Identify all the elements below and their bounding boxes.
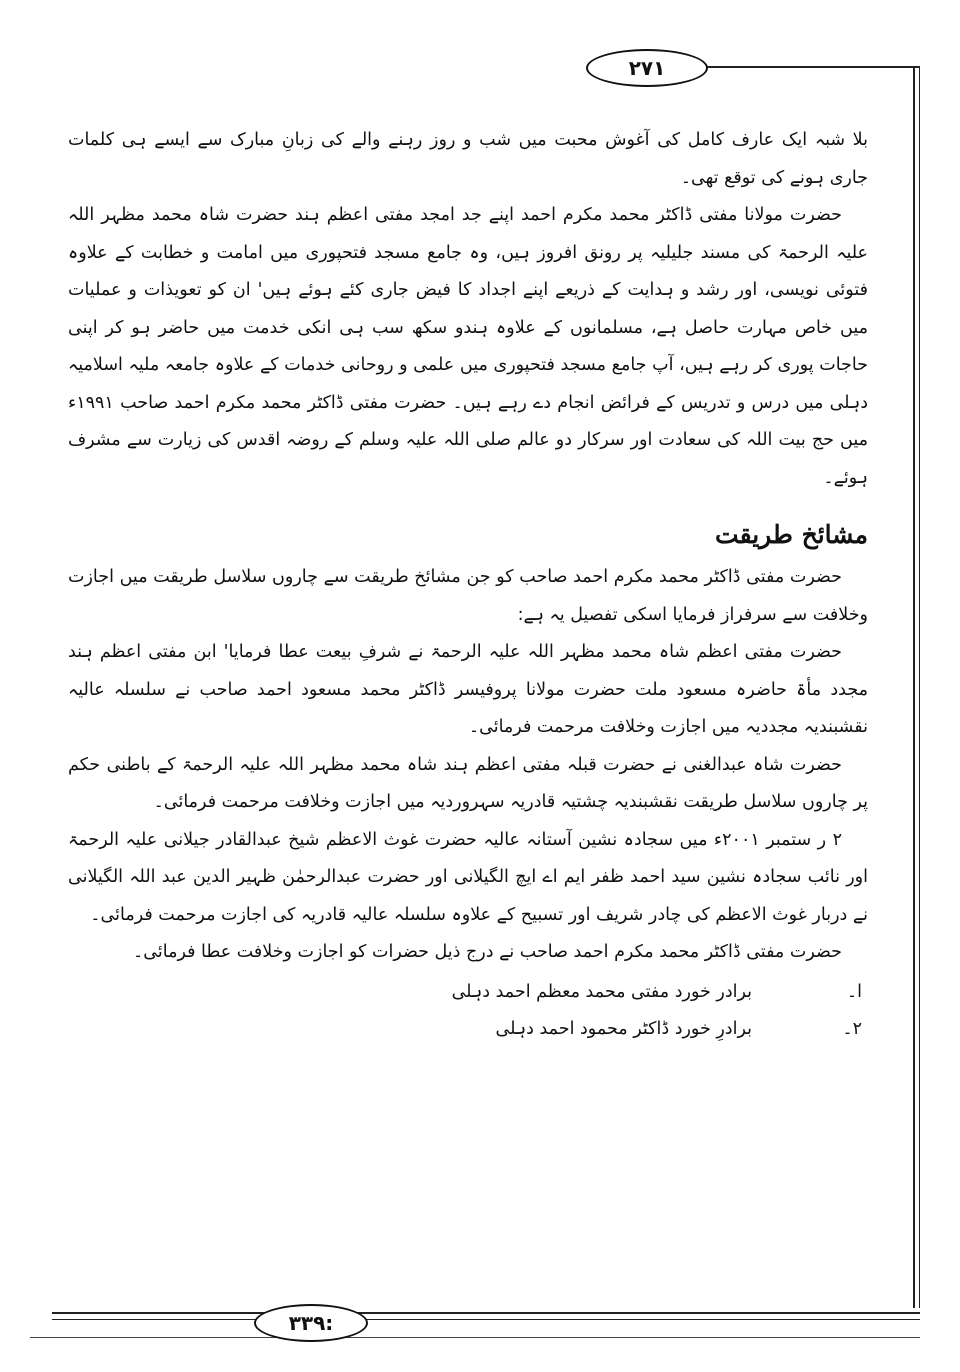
frame-right-border (913, 66, 920, 1308)
page-content (68, 122, 868, 1049)
successors-list (68, 974, 868, 1049)
list-item-text: برادر خورد مفتی محمد معظم احمد دہلی (451, 981, 752, 1002)
frame-bottom-thin-line (30, 1337, 920, 1338)
list-item-number: ا۔ (846, 981, 862, 1002)
top-page-number: ۲۷۱ (586, 49, 708, 87)
section-heading: مشائخ طریقت (715, 520, 868, 549)
paragraph-2: حضرت مولانا مفتی ڈاکٹر محمد مکرم احمد اپنے جد امجد مفتی اعظم ہند حضرت شاہ محمد مظہر اللہ علیہ الرحمۃ کی مسند جلیلیہ پر رونق افروز ہیں، وہ جامع مسجد فتحپوری میں امامت و خطابت کے علاوہ فتوئی نویسی، اور رشد و ہدایت کے ذریعے اپنے اجداد کا فیض جاری کئے ہوئے ہیں' ان کو تعویذات و عملیات میں خاص مہارت حاصل ہے، مسلمانوں کے علاوہ ہندو سکھ سب ہی انکی خدمت میں حاضر ہو کر اپنی حاجات پوری کر رہے ہیں، آپ جامع مسجد فتحپوری میں علمی و روحانی خدمات کے علاوہ جامعہ ملیہ اسلامیہ دہلی میں درس و تدریس کے فرائض انجام دے رہے ہیں۔ حضرت مفتی ڈاکٹر محمد مکرم احمد صاحب ۱۹۹۱ء میں حج بیت اللہ کی سعادت اور سرکار دو عالم صلی اللہ علیہ وسلم کے روضہ اقدس کی زیارت سے مشرف ہوئے۔ (68, 205, 868, 488)
list-item-text: برادرِ خورد ڈاکٹر محمود احمد دہلی (495, 1019, 752, 1039)
paragraph-3: حضرت مفتی ڈاکٹر محمد مکرم احمد صاحب کو جن مشائخ طریقت سے چاروں سلاسل طریقت میں اجازت وخلافت سے سرفراز فرمایا اسکی تفصیل یہ ہے: (68, 567, 868, 625)
paragraph-4: حضرت مفتی اعظم شاہ محمد مظہر اللہ علیہ الرحمۃ نے شرفِ بیعت عطا فرمایا' ابن مفتی اعظم ہند مجدد مأۃ حاضرہ مسعود ملت حضرت مولانا پروفیسر ڈاکٹر محمد مسعود احمد صاحب نے سلسلہ عالیہ نقشبندیہ مجددیہ میں اجازت وخلافت مرحمت فرمائی۔ (68, 642, 868, 737)
frame-bottom-border (52, 1312, 920, 1320)
list-item (68, 1011, 868, 1049)
paragraph-6: ۲ ر ستمبر ۲۰۰۱ء میں سجادہ نشین آستانہ عالیہ حضرت غوث الاعظم شیخ عبدالقادر جیلانی علیہ الرحمۃ اور نائب سجادہ نشین سید احمد ظفر ایم اے ایچ الگیلانی اور حضرت عبدالرحمٰن ظہیر الدین عبد اللہ الگیلانی نے دربار غوث الاعظم کی چادر شریف اور تسبیح کے علاوہ سلسلہ عالیہ قادریہ کی اجازت مرحمت فرمائی۔ (68, 829, 868, 925)
paragraph-5: حضرت شاہ عبدالغنی نے حضرت قبلہ مفتی اعظم ہند شاہ محمد مظہر اللہ علیہ الرحمۃ کے باطنی حکم پر چاروں سلاسل طریقت نقشبندیہ چشتیہ قادریہ سہروردیہ میں اجازت وخلافت مرحمت فرمائی۔ (68, 754, 868, 812)
list-item (68, 974, 868, 1012)
paragraph-7: حضرت مفتی ڈاکٹر محمد مکرم احمد صاحب نے درج ذیل حضرات کو اجازت وخلافت عطا فرمائی۔ (133, 942, 842, 962)
frame-top-line (690, 66, 920, 68)
list-item-number: ۲۔ (842, 1019, 862, 1039)
paragraph-1: بلا شبہ ایک عارف کامل کی آغوش محبت میں شب و روز رہنے والے کی زبانِ مبارک سے ایسے ہی کلمات جاری ہونے کی توقع تھی۔ (68, 130, 868, 188)
bottom-page-number: ۳۳۹: (254, 1304, 368, 1342)
